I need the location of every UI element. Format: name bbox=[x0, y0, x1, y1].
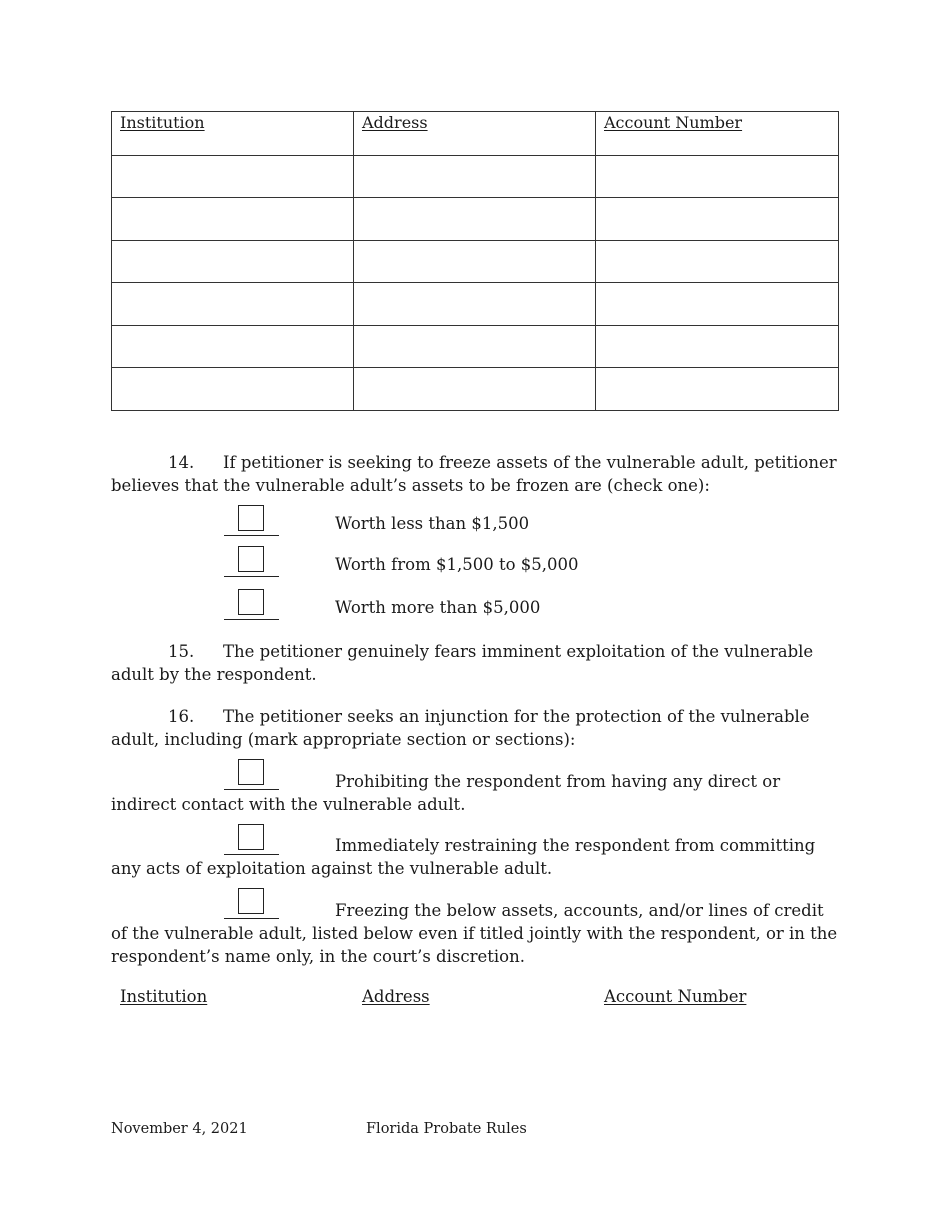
option-line: respondent’s name only, in the court’s discretion. bbox=[111, 947, 525, 966]
option-line: any acts of exploitation against the vulnerable adult. bbox=[111, 859, 553, 878]
table-cell[interactable] bbox=[596, 368, 839, 411]
table-cell[interactable] bbox=[354, 155, 596, 198]
table-cell[interactable] bbox=[112, 155, 354, 198]
table-cell[interactable] bbox=[112, 368, 354, 411]
option-label: Worth less than $1,500 bbox=[335, 514, 530, 533]
checkbox[interactable] bbox=[224, 546, 279, 577]
option-line: Immediately restraining the respondent from committing bbox=[335, 836, 816, 855]
table-cell[interactable] bbox=[354, 325, 596, 368]
table-cell[interactable] bbox=[112, 325, 354, 368]
table-row bbox=[112, 325, 839, 368]
option-line: indirect contact with the vulnerable adult. bbox=[111, 795, 466, 814]
option-line: Freezing the below assets, accounts, and/or lines of credit bbox=[335, 901, 824, 920]
option-label: Worth more than $5,000 bbox=[335, 598, 541, 617]
injunction-option bbox=[111, 834, 841, 880]
asset-value-option bbox=[224, 589, 844, 621]
table-cell[interactable] bbox=[354, 198, 596, 241]
item-15-number: 15. bbox=[168, 642, 195, 661]
table-cell[interactable] bbox=[596, 325, 839, 368]
item-16-text: The petitioner seeks an injunction for the protection of the vulnerable adult, including (mark appropriate section or sections): bbox=[111, 707, 810, 749]
table-row bbox=[112, 155, 839, 198]
table-header-cell: Account Number bbox=[596, 112, 839, 156]
item-16-paragraph bbox=[111, 705, 841, 751]
item-14-number: 14. bbox=[168, 453, 195, 472]
table-cell[interactable] bbox=[112, 198, 354, 241]
checkbox[interactable] bbox=[224, 505, 279, 536]
table-cell[interactable] bbox=[596, 283, 839, 326]
item-14-paragraph bbox=[111, 451, 841, 497]
table-cell[interactable] bbox=[596, 198, 839, 241]
table-cell[interactable] bbox=[596, 155, 839, 198]
table-cell[interactable] bbox=[354, 240, 596, 283]
option-line: of the vulnerable adult, listed below even if titled jointly with the respondent, or in the bbox=[111, 924, 838, 943]
bottom-header-account-number: Account Number bbox=[604, 987, 747, 1006]
asset-value-option bbox=[224, 505, 844, 537]
checkbox[interactable] bbox=[224, 589, 279, 620]
table-cell[interactable] bbox=[112, 283, 354, 326]
asset-table bbox=[111, 111, 839, 411]
option-label: Worth from $1,500 to $5,000 bbox=[335, 555, 579, 574]
table-header-cell: Address bbox=[354, 112, 596, 156]
asset-value-option bbox=[224, 546, 844, 578]
item-15-text: The petitioner genuinely fears imminent exploitation of the vulnerable adult by the respondent. bbox=[111, 642, 814, 684]
item-15-paragraph bbox=[111, 640, 841, 686]
table-cell[interactable] bbox=[596, 240, 839, 283]
bottom-header-institution: Institution bbox=[120, 987, 208, 1006]
injunction-option bbox=[111, 899, 841, 968]
table-header-cell: Institution bbox=[112, 112, 354, 156]
table-row bbox=[112, 283, 839, 326]
footer-source: Florida Probate Rules bbox=[366, 1121, 527, 1137]
table-row bbox=[112, 368, 839, 411]
bottom-header-address: Address bbox=[362, 987, 430, 1006]
table-cell[interactable] bbox=[354, 368, 596, 411]
option-line: Prohibiting the respondent from having any direct or bbox=[335, 772, 781, 791]
injunction-option bbox=[111, 770, 841, 816]
item-16-number: 16. bbox=[168, 707, 195, 726]
item-14-text: If petitioner is seeking to freeze assets of the vulnerable adult, petitioner believes that the vulnerable adult’s assets to be frozen are (check one): bbox=[111, 453, 837, 495]
table-row bbox=[112, 198, 839, 241]
table-row bbox=[112, 240, 839, 283]
table-cell[interactable] bbox=[354, 283, 596, 326]
table-header-row bbox=[112, 112, 839, 156]
footer-date: November 4, 2021 bbox=[111, 1121, 248, 1137]
table-cell[interactable] bbox=[112, 240, 354, 283]
